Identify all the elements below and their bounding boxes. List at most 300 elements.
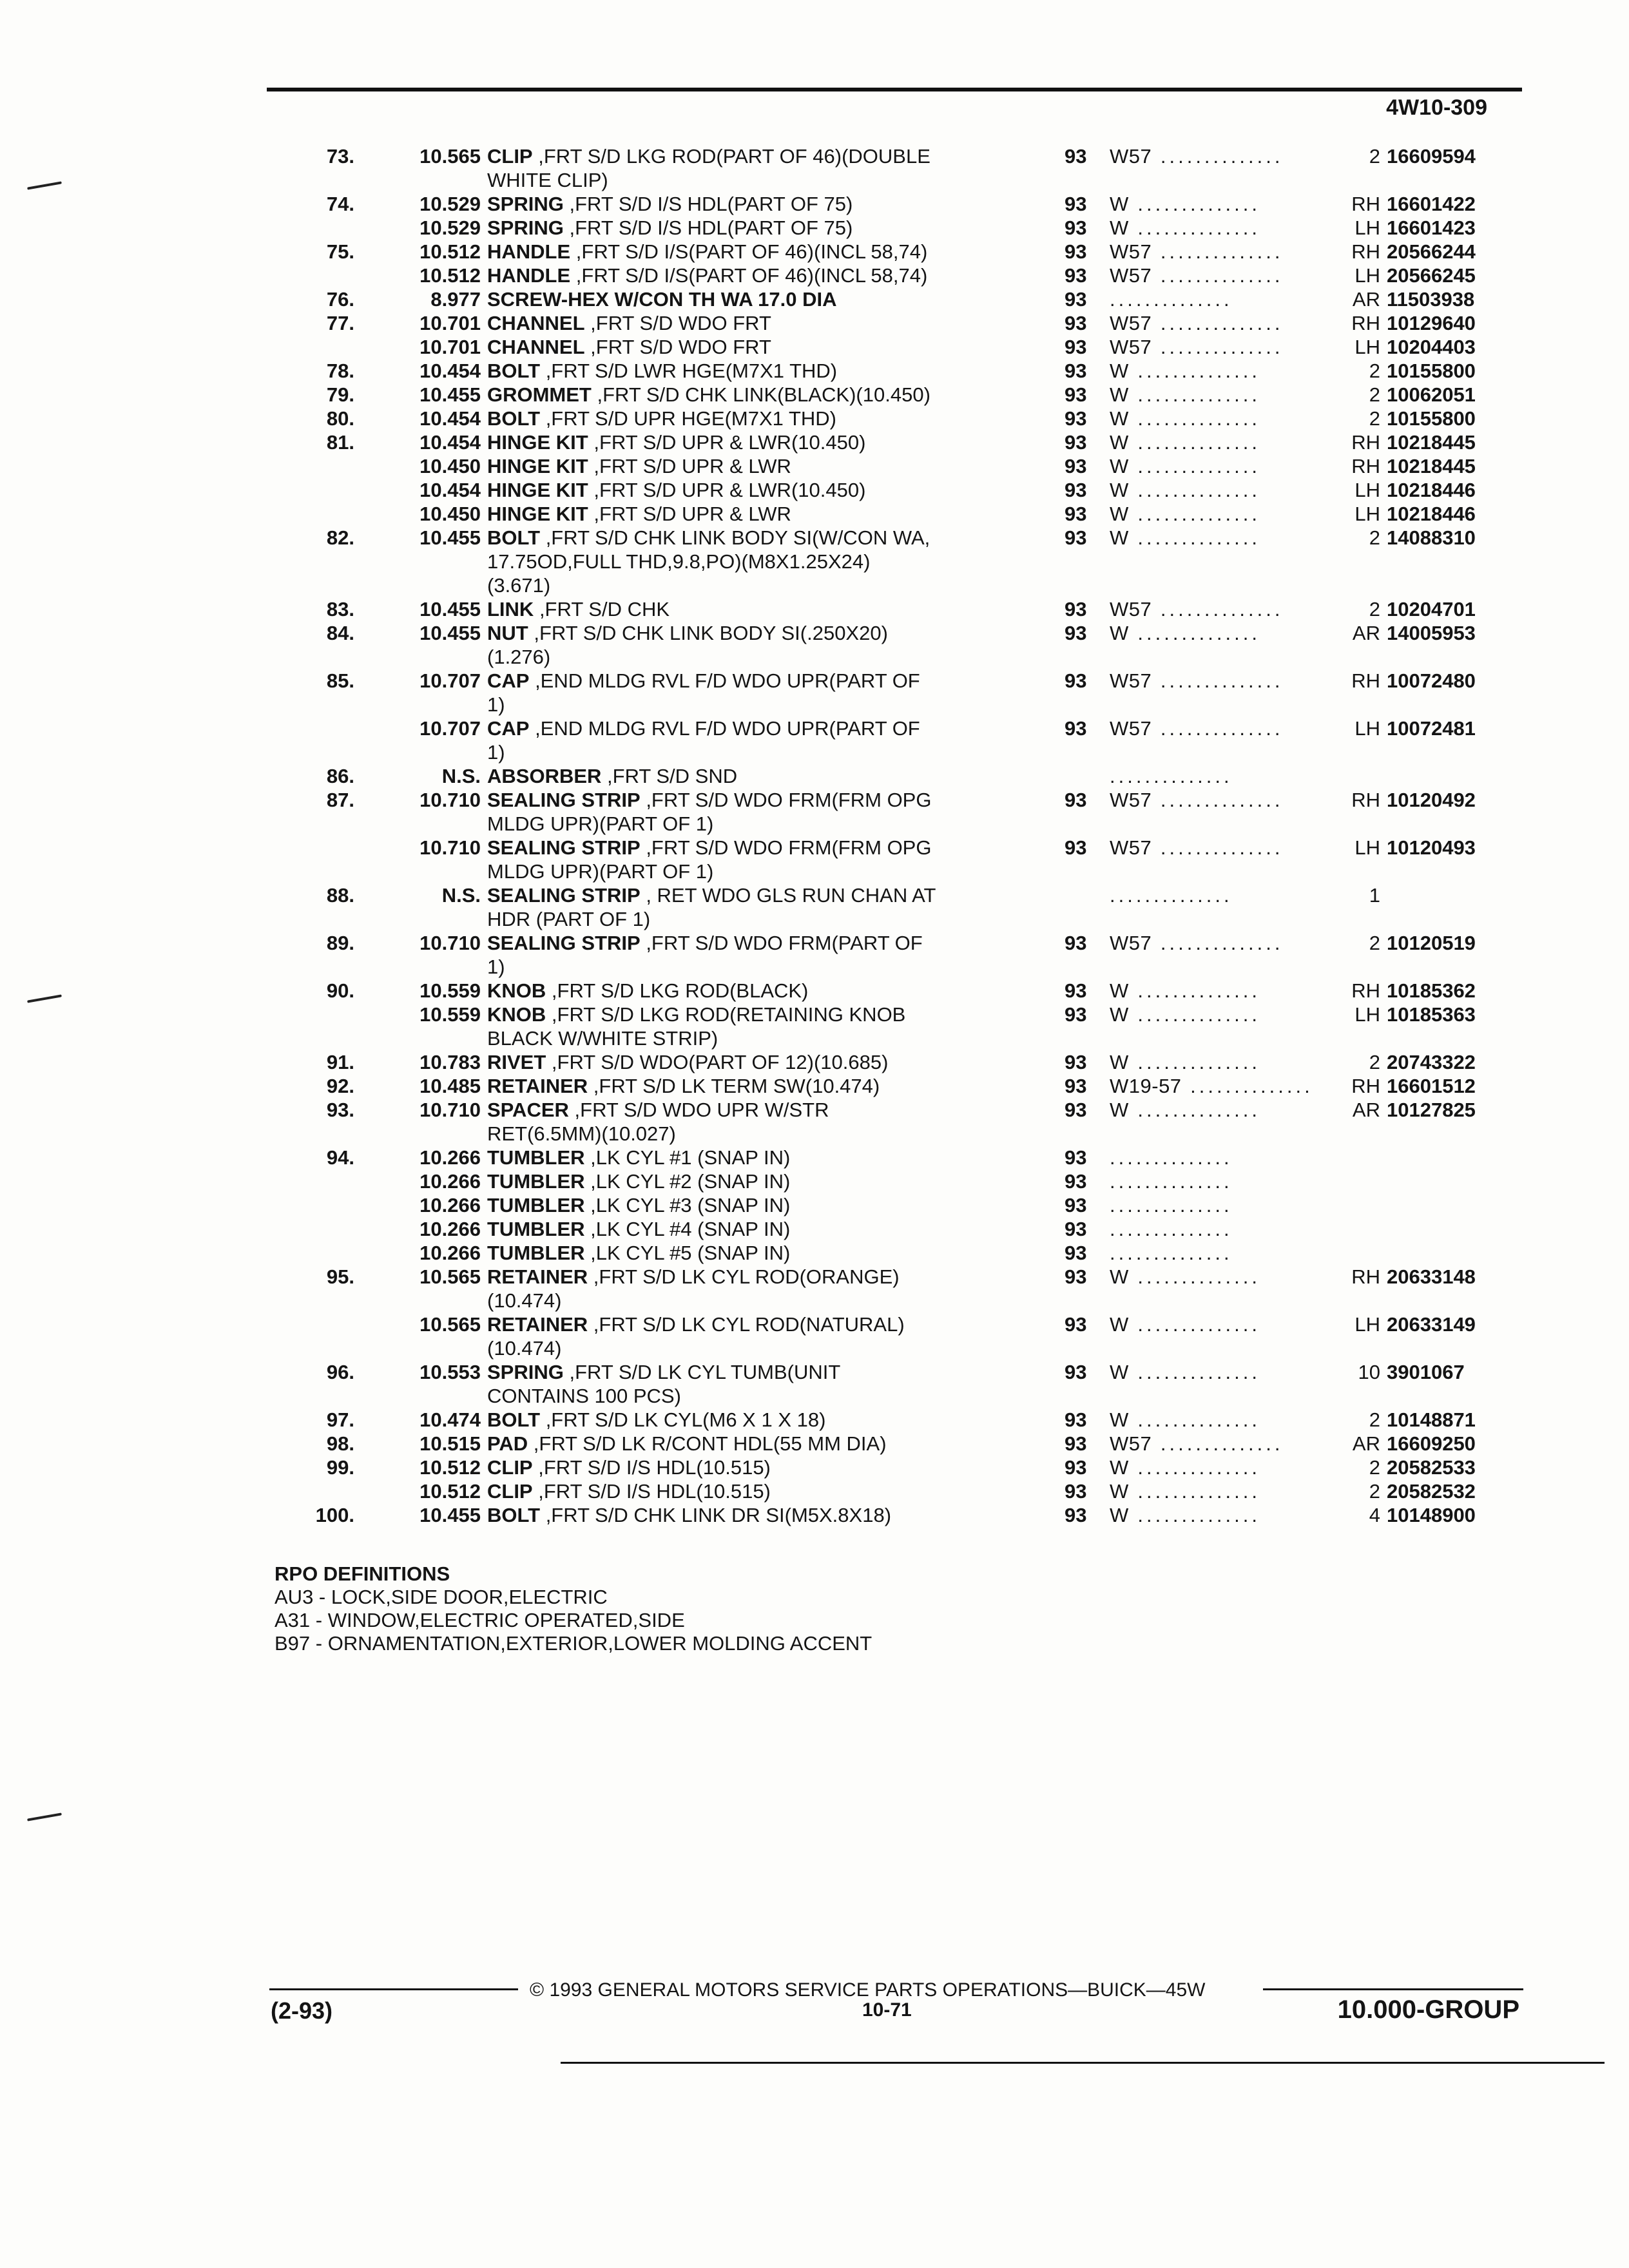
model-code (1110, 931, 1329, 955)
model-year: 93 (1065, 336, 1087, 358)
group-number: 10.565 (419, 145, 481, 168)
group-number: 10.710 (419, 836, 481, 859)
part-name: BOLT (487, 360, 541, 382)
group-number: 10.512 (419, 264, 481, 287)
part-number: 16601512 (1387, 1075, 1476, 1097)
part-qualifier: ,LK CYL #3 (SNAP IN) (584, 1194, 791, 1216)
part-description (487, 1169, 1067, 1193)
part-number: 10148900 (1387, 1504, 1476, 1526)
group-number: 10.450 (419, 503, 481, 525)
part-qualifier: ,FRT S/D UPR & LWR (588, 455, 791, 477)
model-year: 93 (1065, 145, 1087, 168)
model-code (1110, 883, 1329, 907)
part-description (487, 407, 1067, 430)
part-description (487, 716, 1067, 764)
model-code (1110, 764, 1329, 788)
model-code-text: W (1110, 383, 1129, 406)
part-number: 10120493 (1387, 836, 1476, 859)
model-code-text: W (1110, 526, 1129, 549)
model-year: 93 (1065, 1075, 1087, 1097)
part-row (0, 883, 1629, 931)
part-description (487, 287, 1067, 311)
leader-dots: .............. (1152, 264, 1284, 287)
header-rule (267, 88, 1522, 91)
leader-dots: .............. (1128, 193, 1260, 215)
model-year: 93 (1065, 240, 1087, 263)
part-name: SEALING STRIP (487, 789, 641, 811)
rpo-item: B97 - ORNAMENTATION,EXTERIOR,LOWER MOLDING ACCENT (275, 1632, 872, 1655)
description-continuation: BLACK W/WHITE STRIP) (487, 1027, 718, 1050)
part-qualifier: ,FRT S/D WDO FRM(FRM OPG (640, 789, 932, 811)
model-code-text: W (1110, 216, 1129, 239)
part-qualifier: ,FRT S/D UPR & LWR(10.450) (588, 479, 866, 501)
part-number: 10072480 (1387, 669, 1476, 692)
part-name: RETAINER (487, 1265, 588, 1288)
leader-dots: .............. (1128, 1408, 1260, 1431)
part-row (0, 669, 1629, 716)
leader-dots: .............. (1152, 240, 1284, 263)
part-description (487, 621, 1067, 669)
item-number: 81. (326, 431, 354, 454)
part-name: RETAINER (487, 1313, 588, 1336)
description-continuation: (3.671) (487, 574, 551, 597)
part-name: GROMMET (487, 383, 592, 406)
model-code (1110, 1193, 1329, 1217)
part-number: 10218446 (1387, 503, 1476, 525)
model-code (1110, 1003, 1329, 1026)
part-description (487, 1456, 1067, 1479)
leader-dots: .............. (1110, 1194, 1233, 1216)
part-description (487, 1360, 1067, 1408)
model-code-text: W (1110, 407, 1129, 430)
part-row (0, 1408, 1629, 1432)
part-qualifier: ,FRT S/D WDO FRM(PART OF (640, 932, 923, 954)
part-qualifier: ,FRT S/D LKG ROD(RETAINING KNOB (546, 1003, 906, 1026)
model-year: 93 (1065, 216, 1087, 239)
leader-dots: .............. (1128, 360, 1260, 382)
description-continuation: 1) (487, 956, 505, 978)
part-row (0, 192, 1629, 216)
model-code (1110, 1074, 1329, 1098)
model-code (1110, 1265, 1329, 1289)
part-qualifier: ,LK CYL #4 (SNAP IN) (584, 1218, 791, 1240)
part-qualifier: ,FRT S/D LKG ROD(BLACK) (546, 979, 809, 1002)
item-number: 89. (326, 932, 354, 954)
item-number: 94. (326, 1146, 354, 1169)
part-row (0, 1265, 1629, 1312)
group-number: 10.266 (419, 1170, 481, 1193)
part-description (487, 1098, 1067, 1146)
part-number: 10218445 (1387, 431, 1476, 454)
model-code-text: W (1110, 479, 1129, 501)
quantity: AR (1352, 1099, 1380, 1121)
item-number: 91. (326, 1051, 354, 1073)
part-qualifier: ,FRT S/D CHK LINK BODY SI(.250X20) (528, 622, 888, 644)
group-number: 10.455 (419, 526, 481, 549)
item-number: 85. (326, 669, 354, 692)
part-name: BOLT (487, 407, 541, 430)
part-description (487, 1193, 1067, 1217)
leader-dots: .............. (1128, 1480, 1260, 1503)
part-number: 20743322 (1387, 1051, 1476, 1073)
item-number: 84. (326, 622, 354, 644)
part-description (487, 311, 1067, 335)
model-code-text: W57 (1110, 669, 1152, 692)
model-code (1110, 1169, 1329, 1193)
part-name: TUMBLER (487, 1194, 585, 1216)
part-description (487, 1146, 1067, 1169)
part-row (0, 836, 1629, 883)
model-code-text: W57 (1110, 240, 1152, 263)
item-number: 87. (326, 789, 354, 811)
quantity: LH (1354, 264, 1380, 287)
part-row (0, 597, 1629, 621)
part-row (0, 1074, 1629, 1098)
leader-dots: .............. (1128, 1456, 1260, 1479)
model-code-text: W57 (1110, 1432, 1152, 1455)
part-description (487, 144, 1067, 192)
part-number: 10120519 (1387, 932, 1476, 954)
group-number: N.S. (441, 884, 481, 907)
quantity: LH (1354, 1003, 1380, 1026)
model-year: 93 (1065, 1170, 1087, 1193)
part-name: PAD (487, 1432, 528, 1455)
part-description (487, 1217, 1067, 1241)
part-row (0, 1003, 1629, 1050)
part-name: SPRING (487, 216, 564, 239)
model-code-text: W (1110, 1480, 1129, 1503)
part-name: BOLT (487, 1504, 541, 1526)
part-row (0, 335, 1629, 359)
part-row (0, 526, 1629, 597)
group-number: 10.450 (419, 455, 481, 477)
group-number: 10.707 (419, 717, 481, 740)
part-description (487, 335, 1067, 359)
part-description (487, 931, 1067, 979)
model-code (1110, 335, 1329, 359)
part-number: 10062051 (1387, 383, 1476, 406)
quantity: 2 (1369, 1480, 1380, 1503)
part-name: SPRING (487, 1361, 564, 1383)
model-year: 93 (1065, 1265, 1087, 1288)
parts-list (0, 144, 1629, 1527)
model-code-text: W (1110, 503, 1129, 525)
part-description (487, 383, 1067, 407)
model-year: 93 (1065, 1456, 1087, 1479)
quantity: RH (1351, 431, 1380, 454)
part-qualifier: ,FRT S/D I/S HDL(10.515) (532, 1456, 771, 1479)
model-code-text: W57 (1110, 312, 1152, 334)
quantity: RH (1351, 979, 1380, 1002)
model-code (1110, 836, 1329, 860)
part-description (487, 359, 1067, 383)
part-description (487, 264, 1067, 287)
part-name: CAP (487, 669, 530, 692)
group-number: 10.529 (419, 216, 481, 239)
part-row (0, 979, 1629, 1003)
model-code-text: W57 (1110, 336, 1152, 358)
part-number: 10129640 (1387, 312, 1476, 334)
part-number: 10185363 (1387, 1003, 1476, 1026)
model-year: 93 (1065, 288, 1087, 311)
rpo-item: A31 - WINDOW,ELECTRIC OPERATED,SIDE (275, 1609, 685, 1631)
part-number: 16601423 (1387, 216, 1476, 239)
model-code (1110, 240, 1329, 264)
model-code (1110, 597, 1329, 621)
model-year: 93 (1065, 383, 1087, 406)
model-code (1110, 144, 1329, 168)
part-name: SEALING STRIP (487, 836, 641, 859)
part-qualifier: ,FRT S/D WDO(PART OF 12)(10.685) (546, 1051, 889, 1073)
part-qualifier: ,FRT S/D SND (601, 765, 738, 787)
group-number: 10.565 (419, 1313, 481, 1336)
model-year: 93 (1065, 1408, 1087, 1431)
model-year: 93 (1065, 979, 1087, 1002)
part-qualifier: ,FRT S/D UPR & LWR(10.450) (588, 431, 866, 454)
part-row (0, 478, 1629, 502)
model-year: 93 (1065, 1194, 1087, 1216)
part-name: RETAINER (487, 1075, 588, 1097)
model-year: 93 (1065, 407, 1087, 430)
quantity: 2 (1369, 526, 1380, 549)
part-description (487, 216, 1067, 240)
part-name: ABSORBER (487, 765, 602, 787)
quantity: 10 (1358, 1361, 1380, 1383)
description-continuation: (10.474) (487, 1337, 562, 1360)
quantity: LH (1354, 836, 1380, 859)
part-number: 10218445 (1387, 455, 1476, 477)
leader-dots: .............. (1152, 336, 1284, 358)
part-name: HINGE KIT (487, 455, 588, 477)
model-year: 93 (1065, 789, 1087, 811)
footer-rule-right (1263, 1988, 1523, 1990)
leader-dots: .............. (1110, 1242, 1233, 1264)
leader-dots: .............. (1110, 765, 1233, 787)
part-number: 10148871 (1387, 1408, 1476, 1431)
quantity: 2 (1369, 1051, 1380, 1073)
part-row (0, 502, 1629, 526)
model-code (1110, 311, 1329, 335)
part-qualifier: ,FRT S/D WDO FRT (584, 336, 771, 358)
part-qualifier: , RET WDO GLS RUN CHAN AT (640, 884, 936, 907)
model-code (1110, 1146, 1329, 1169)
model-year: 93 (1065, 479, 1087, 501)
part-row (0, 240, 1629, 264)
model-year: 93 (1065, 360, 1087, 382)
model-year: 93 (1065, 1313, 1087, 1336)
part-number: 10185362 (1387, 979, 1476, 1002)
leader-dots: .............. (1110, 1218, 1233, 1240)
leader-dots: .............. (1152, 717, 1284, 740)
part-name: HINGE KIT (487, 431, 588, 454)
model-code (1110, 979, 1329, 1003)
quantity: 2 (1369, 1408, 1380, 1431)
part-qualifier: ,FRT S/D CHK LINK(BLACK)(10.450) (591, 383, 930, 406)
quantity: LH (1354, 336, 1380, 358)
part-name: SEALING STRIP (487, 884, 641, 907)
part-qualifier: ,FRT S/D I/S HDL(10.515) (532, 1480, 771, 1503)
part-row (0, 1146, 1629, 1169)
group-number: 10.454 (419, 407, 481, 430)
item-number: 78. (326, 360, 354, 382)
model-year: 93 (1065, 312, 1087, 334)
model-year: 93 (1065, 1051, 1087, 1073)
group-number: 10.512 (419, 1480, 481, 1503)
model-year: 93 (1065, 264, 1087, 287)
part-name: HANDLE (487, 264, 571, 287)
part-number: 10072481 (1387, 717, 1476, 740)
model-code-text: W (1110, 1456, 1129, 1479)
group-number: 10.707 (419, 669, 481, 692)
leader-dots: .............. (1128, 1051, 1260, 1073)
part-row (0, 1193, 1629, 1217)
quantity: LH (1354, 479, 1380, 501)
part-description (487, 1312, 1067, 1360)
part-row (0, 1169, 1629, 1193)
quantity: 2 (1369, 383, 1380, 406)
part-row (0, 216, 1629, 240)
part-qualifier: ,FRT S/D WDO UPR W/STR (568, 1099, 829, 1121)
part-qualifier: ,LK CYL #2 (SNAP IN) (584, 1170, 791, 1193)
model-code-text: W (1110, 979, 1129, 1002)
part-row (0, 1217, 1629, 1241)
model-year: 93 (1065, 193, 1087, 215)
model-code (1110, 264, 1329, 287)
bottom-rule (561, 2062, 1605, 2064)
part-row (0, 1503, 1629, 1527)
model-code (1110, 1503, 1329, 1527)
part-row (0, 621, 1629, 669)
part-name: KNOB (487, 979, 546, 1002)
part-qualifier: ,LK CYL #5 (SNAP IN) (584, 1242, 791, 1264)
model-year: 93 (1065, 717, 1087, 740)
quantity: RH (1351, 1075, 1380, 1097)
group-number: 10.710 (419, 932, 481, 954)
footer-copyright: © 1993 GENERAL MOTORS SERVICE PARTS OPERATIONS—BUICK—45W (530, 1979, 1206, 2001)
part-row (0, 407, 1629, 430)
group-number: 10.701 (419, 312, 481, 334)
item-number: 88. (326, 884, 354, 907)
part-qualifier: ,FRT S/D LKG ROD(PART OF 46)(DOUBLE (532, 145, 930, 168)
part-number: 20633149 (1387, 1313, 1476, 1336)
part-row (0, 1312, 1629, 1360)
quantity: RH (1351, 193, 1380, 215)
part-number: 20582533 (1387, 1456, 1476, 1479)
leader-dots: .............. (1110, 1170, 1233, 1193)
part-qualifier: ,FRT S/D UPR HGE(M7X1 THD) (540, 407, 836, 430)
item-number: 80. (326, 407, 354, 430)
model-year: 93 (1065, 1432, 1087, 1455)
model-code (1110, 502, 1329, 526)
leader-dots: .............. (1152, 836, 1284, 859)
model-year: 93 (1065, 1242, 1087, 1264)
part-name: KNOB (487, 1003, 546, 1026)
item-number: 77. (326, 312, 354, 334)
page-code: 4W10-309 (1386, 95, 1487, 120)
leader-dots: .............. (1128, 431, 1260, 454)
quantity: AR (1352, 1432, 1380, 1455)
part-qualifier: ,FRT S/D I/S HDL(PART OF 75) (563, 193, 853, 215)
description-continuation: 1) (487, 693, 505, 716)
model-year: 93 (1065, 1146, 1087, 1169)
model-code-text: W (1110, 622, 1129, 644)
quantity: RH (1351, 240, 1380, 263)
description-continuation: MLDG UPR)(PART OF 1) (487, 860, 714, 883)
part-name: RIVET (487, 1051, 546, 1073)
item-number: 92. (326, 1075, 354, 1097)
part-name: HANDLE (487, 240, 571, 263)
quantity: AR (1352, 622, 1380, 644)
part-name: CLIP (487, 145, 533, 168)
part-name: SCREW-HEX W/CON TH WA 17.0 DIA (487, 288, 837, 311)
part-qualifier: ,FRT S/D LK CYL(M6 X 1 X 18) (540, 1408, 826, 1431)
model-code-text: W57 (1110, 717, 1152, 740)
part-name: SEALING STRIP (487, 932, 641, 954)
model-code (1110, 383, 1329, 407)
model-code (1110, 669, 1329, 693)
group-number: 10.515 (419, 1432, 481, 1455)
part-description (487, 430, 1067, 454)
leader-dots: .............. (1128, 622, 1260, 644)
leader-dots: .............. (1128, 479, 1260, 501)
quantity: 1 (1369, 884, 1380, 907)
model-year: 93 (1065, 1480, 1087, 1503)
model-year: 93 (1065, 1099, 1087, 1121)
leader-dots: .............. (1110, 1146, 1233, 1169)
quantity: RH (1351, 455, 1380, 477)
part-description (487, 1074, 1067, 1098)
model-code-text: W (1110, 455, 1129, 477)
quantity: 2 (1369, 407, 1380, 430)
part-name: HINGE KIT (487, 479, 588, 501)
part-name: CLIP (487, 1480, 533, 1503)
quantity: LH (1354, 216, 1380, 239)
model-code (1110, 192, 1329, 216)
part-description (487, 979, 1067, 1003)
footer-date: (2-93) (271, 1997, 333, 2024)
quantity: 2 (1369, 145, 1380, 168)
part-row (0, 716, 1629, 764)
model-code (1110, 407, 1329, 430)
part-number: 10155800 (1387, 407, 1476, 430)
part-qualifier: ,FRT S/D CHK LINK DR SI(M5X.8X18) (540, 1504, 892, 1526)
part-qualifier: ,FRT S/D LK TERM SW(10.474) (588, 1075, 880, 1097)
part-qualifier: ,FRT S/D LK CYL TUMB(UNIT (563, 1361, 841, 1383)
model-code (1110, 1241, 1329, 1265)
model-code (1110, 1050, 1329, 1074)
model-code (1110, 359, 1329, 383)
part-qualifier: ,FRT S/D CHK (534, 598, 670, 620)
model-code-text: W57 (1110, 145, 1152, 168)
part-name: BOLT (487, 526, 541, 549)
quantity: LH (1354, 503, 1380, 525)
part-row (0, 430, 1629, 454)
item-number: 95. (326, 1265, 354, 1288)
leader-dots: .............. (1128, 383, 1260, 406)
part-description (487, 764, 1067, 788)
part-row (0, 311, 1629, 335)
footer-page-number: 10-71 (862, 1999, 912, 2021)
part-row (0, 1432, 1629, 1456)
rpo-item: AU3 - LOCK,SIDE DOOR,ELECTRIC (275, 1586, 608, 1608)
part-qualifier: ,END MLDG RVL F/D WDO UPR(PART OF (529, 669, 920, 692)
part-name: CAP (487, 717, 530, 740)
item-number: 96. (326, 1361, 354, 1383)
group-number: 10.266 (419, 1218, 481, 1240)
part-name: CHANNEL (487, 312, 585, 334)
part-description (487, 1003, 1067, 1050)
model-year: 93 (1065, 622, 1087, 644)
